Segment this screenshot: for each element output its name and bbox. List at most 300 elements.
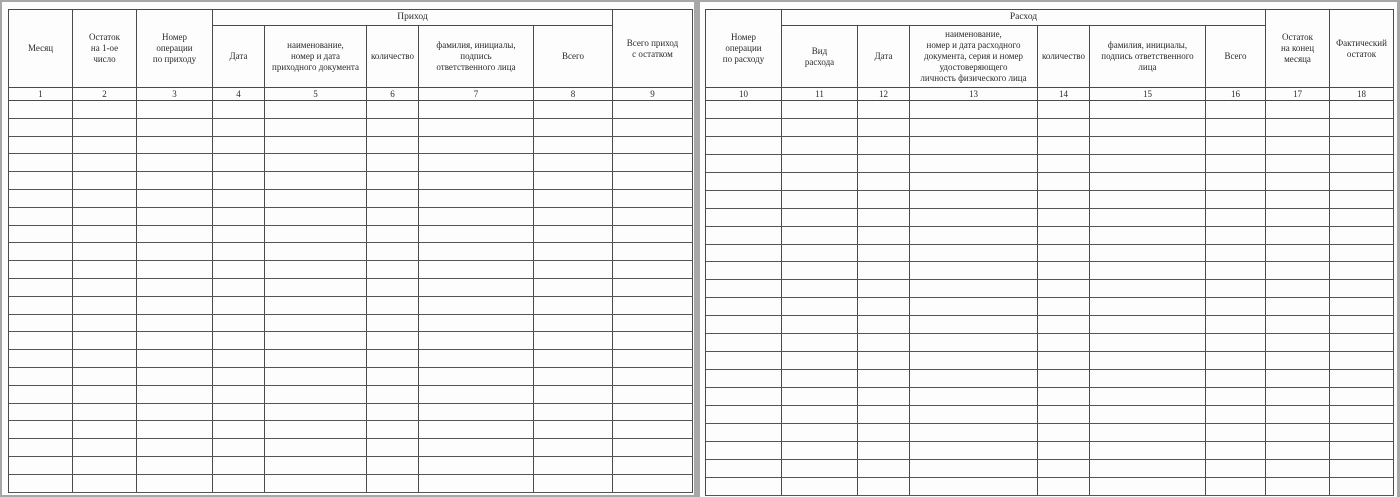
table-cell bbox=[782, 137, 858, 155]
table-cell bbox=[265, 279, 367, 297]
column-number: 8 bbox=[534, 88, 613, 101]
table-cell bbox=[706, 388, 782, 406]
table-cell bbox=[1206, 298, 1266, 316]
table-cell bbox=[1330, 137, 1394, 155]
table-cell bbox=[73, 261, 137, 279]
table-cell bbox=[1266, 424, 1330, 442]
table-row bbox=[9, 101, 693, 119]
table-cell bbox=[706, 101, 782, 119]
table-cell bbox=[782, 442, 858, 460]
column-number: 12 bbox=[858, 88, 910, 101]
table-cell bbox=[419, 439, 534, 457]
table-cell bbox=[367, 475, 419, 493]
table-cell bbox=[1206, 155, 1266, 173]
table-row bbox=[706, 191, 1394, 209]
table-cell bbox=[1330, 316, 1394, 334]
table-cell bbox=[1266, 478, 1330, 496]
table-cell bbox=[1038, 298, 1090, 316]
table-cell bbox=[858, 119, 910, 137]
table-cell bbox=[1330, 173, 1394, 191]
table-cell bbox=[782, 370, 858, 388]
table-cell bbox=[367, 421, 419, 439]
table-cell bbox=[265, 386, 367, 404]
table-cell bbox=[1038, 155, 1090, 173]
table-cell bbox=[1038, 227, 1090, 245]
table-cell bbox=[265, 404, 367, 422]
table-cell bbox=[706, 478, 782, 496]
table-cell bbox=[9, 386, 73, 404]
table-cell bbox=[782, 388, 858, 406]
table-cell bbox=[419, 190, 534, 208]
table-cell bbox=[1330, 119, 1394, 137]
table-cell bbox=[213, 137, 265, 155]
column-number: 15 bbox=[1090, 88, 1206, 101]
table-cell bbox=[419, 101, 534, 119]
table-cell bbox=[910, 245, 1038, 263]
table-row bbox=[9, 208, 693, 226]
table-cell bbox=[367, 457, 419, 475]
table-cell bbox=[613, 137, 693, 155]
table-cell bbox=[858, 245, 910, 263]
table-cell bbox=[910, 155, 1038, 173]
header-expense-group: Расход bbox=[782, 10, 1266, 26]
table-cell bbox=[910, 370, 1038, 388]
table-cell bbox=[910, 352, 1038, 370]
table-cell bbox=[1330, 280, 1394, 298]
table-cell bbox=[73, 119, 137, 137]
expense-column-numbers bbox=[706, 88, 1394, 101]
table-cell bbox=[9, 137, 73, 155]
table-cell bbox=[1038, 209, 1090, 227]
table-cell bbox=[1090, 442, 1206, 460]
table-cell bbox=[419, 154, 534, 172]
table-cell bbox=[367, 172, 419, 190]
table-row bbox=[706, 209, 1394, 227]
table-cell bbox=[137, 332, 213, 350]
table-cell bbox=[1266, 334, 1330, 352]
column-number: 5 bbox=[265, 88, 367, 101]
table-row bbox=[9, 137, 693, 155]
table-cell bbox=[265, 172, 367, 190]
table-cell bbox=[910, 191, 1038, 209]
table-cell bbox=[1038, 137, 1090, 155]
table-cell bbox=[137, 350, 213, 368]
table-cell bbox=[534, 279, 613, 297]
table-cell bbox=[1266, 442, 1330, 460]
table-row bbox=[706, 227, 1394, 245]
table-cell bbox=[419, 208, 534, 226]
table-cell bbox=[613, 226, 693, 244]
table-cell bbox=[613, 243, 693, 261]
table-cell bbox=[1266, 137, 1330, 155]
table-cell bbox=[534, 350, 613, 368]
table-cell bbox=[1090, 173, 1206, 191]
table-cell bbox=[1038, 245, 1090, 263]
table-cell bbox=[213, 101, 265, 119]
table-cell bbox=[858, 352, 910, 370]
table-cell bbox=[910, 209, 1038, 227]
table-cell bbox=[367, 297, 419, 315]
column-number: 16 bbox=[1206, 88, 1266, 101]
table-cell bbox=[858, 155, 910, 173]
table-cell bbox=[419, 261, 534, 279]
table-cell bbox=[213, 315, 265, 333]
table-cell bbox=[265, 332, 367, 350]
table-cell bbox=[1206, 191, 1266, 209]
table-cell bbox=[213, 279, 265, 297]
table-cell bbox=[1330, 334, 1394, 352]
table-cell bbox=[613, 457, 693, 475]
table-cell bbox=[419, 119, 534, 137]
table-cell bbox=[910, 173, 1038, 191]
table-cell bbox=[73, 190, 137, 208]
table-cell bbox=[1330, 424, 1394, 442]
table-cell bbox=[1266, 370, 1330, 388]
table-cell bbox=[367, 404, 419, 422]
table-cell bbox=[1206, 334, 1266, 352]
table-cell bbox=[1266, 209, 1330, 227]
table-cell bbox=[613, 350, 693, 368]
column-number: 7 bbox=[419, 88, 534, 101]
table-cell bbox=[213, 475, 265, 493]
table-cell bbox=[706, 460, 782, 478]
table-row bbox=[706, 424, 1394, 442]
table-row bbox=[706, 406, 1394, 424]
table-cell bbox=[137, 101, 213, 119]
table-cell bbox=[213, 119, 265, 137]
table-cell bbox=[534, 386, 613, 404]
table-cell bbox=[1266, 352, 1330, 370]
table-cell bbox=[73, 297, 137, 315]
table-cell bbox=[1090, 227, 1206, 245]
column-number: 2 bbox=[73, 88, 137, 101]
header-expense-type: Вид расхода bbox=[782, 26, 858, 88]
table-cell bbox=[213, 208, 265, 226]
table-cell bbox=[613, 404, 693, 422]
table-cell bbox=[613, 101, 693, 119]
table-cell bbox=[265, 475, 367, 493]
table-cell bbox=[534, 261, 613, 279]
table-cell bbox=[73, 421, 137, 439]
table-cell bbox=[1038, 173, 1090, 191]
table-cell bbox=[1090, 280, 1206, 298]
header-income-total: Всего bbox=[534, 26, 613, 88]
table-cell bbox=[1266, 262, 1330, 280]
table-cell bbox=[1330, 442, 1394, 460]
table-cell bbox=[213, 421, 265, 439]
table-cell bbox=[706, 406, 782, 424]
table-cell bbox=[265, 350, 367, 368]
table-cell bbox=[9, 350, 73, 368]
table-cell bbox=[265, 297, 367, 315]
table-cell bbox=[9, 404, 73, 422]
table-cell bbox=[1206, 245, 1266, 263]
table-cell bbox=[782, 209, 858, 227]
table-cell bbox=[1206, 370, 1266, 388]
header-income-operation-number: Номер операции по приходу bbox=[137, 10, 213, 88]
table-row bbox=[9, 404, 693, 422]
table-cell bbox=[858, 424, 910, 442]
table-cell bbox=[706, 370, 782, 388]
table-cell bbox=[419, 279, 534, 297]
table-cell bbox=[706, 137, 782, 155]
table-cell bbox=[1090, 245, 1206, 263]
table-cell bbox=[858, 316, 910, 334]
table-cell bbox=[9, 439, 73, 457]
table-cell bbox=[706, 316, 782, 334]
table-cell bbox=[137, 368, 213, 386]
table-cell bbox=[1090, 370, 1206, 388]
table-cell bbox=[613, 315, 693, 333]
table-cell bbox=[706, 245, 782, 263]
table-cell bbox=[1206, 262, 1266, 280]
table-cell bbox=[1038, 280, 1090, 298]
table-cell bbox=[706, 262, 782, 280]
table-cell bbox=[910, 388, 1038, 406]
table-cell bbox=[419, 457, 534, 475]
table-cell bbox=[1206, 460, 1266, 478]
table-cell bbox=[1090, 298, 1206, 316]
table-row bbox=[9, 475, 693, 493]
table-cell bbox=[782, 227, 858, 245]
table-cell bbox=[613, 475, 693, 493]
table-cell bbox=[73, 226, 137, 244]
table-cell bbox=[367, 243, 419, 261]
table-cell bbox=[1330, 209, 1394, 227]
table-cell bbox=[1266, 155, 1330, 173]
table-cell bbox=[367, 350, 419, 368]
table-cell bbox=[213, 261, 265, 279]
table-cell bbox=[706, 424, 782, 442]
table-cell bbox=[1090, 478, 1206, 496]
table-cell bbox=[73, 208, 137, 226]
header-expense-responsible: фамилия, инициалы, подпись ответственного лица bbox=[1090, 26, 1206, 88]
table-cell bbox=[213, 172, 265, 190]
income-table bbox=[8, 9, 693, 493]
table-cell bbox=[367, 190, 419, 208]
table-cell bbox=[1090, 209, 1206, 227]
expense-table-header bbox=[706, 10, 1394, 88]
income-column-numbers bbox=[9, 88, 693, 101]
table-row bbox=[706, 388, 1394, 406]
table-cell bbox=[1206, 424, 1266, 442]
table-cell bbox=[534, 190, 613, 208]
table-cell bbox=[534, 457, 613, 475]
table-cell bbox=[534, 332, 613, 350]
table-cell bbox=[706, 155, 782, 173]
table-row bbox=[706, 155, 1394, 173]
table-cell bbox=[419, 315, 534, 333]
table-cell bbox=[1206, 173, 1266, 191]
table-cell bbox=[419, 404, 534, 422]
table-cell bbox=[137, 190, 213, 208]
table-cell bbox=[1038, 370, 1090, 388]
table-cell bbox=[73, 243, 137, 261]
table-cell bbox=[1090, 119, 1206, 137]
table-cell bbox=[213, 404, 265, 422]
table-cell bbox=[213, 332, 265, 350]
table-cell bbox=[910, 460, 1038, 478]
table-cell bbox=[858, 227, 910, 245]
header-total-with-balance: Всего приход с остатком bbox=[613, 10, 693, 88]
table-cell bbox=[9, 119, 73, 137]
table-cell bbox=[1038, 388, 1090, 406]
table-cell bbox=[1206, 137, 1266, 155]
table-cell bbox=[534, 208, 613, 226]
table-cell bbox=[1038, 101, 1090, 119]
table-cell bbox=[534, 172, 613, 190]
table-cell bbox=[782, 245, 858, 263]
header-income-date: Дата bbox=[213, 26, 265, 88]
header-closing-balance: Остаток на конец месяца bbox=[1266, 10, 1330, 88]
income-table-header bbox=[9, 10, 693, 88]
table-cell bbox=[1330, 191, 1394, 209]
table-cell bbox=[706, 191, 782, 209]
table-row bbox=[706, 101, 1394, 119]
table-cell bbox=[419, 137, 534, 155]
table-cell bbox=[534, 368, 613, 386]
table-cell bbox=[1038, 352, 1090, 370]
table-cell bbox=[9, 101, 73, 119]
table-cell bbox=[1038, 191, 1090, 209]
table-cell bbox=[367, 226, 419, 244]
table-cell bbox=[782, 119, 858, 137]
table-row bbox=[706, 334, 1394, 352]
table-cell bbox=[1206, 119, 1266, 137]
table-cell bbox=[1330, 406, 1394, 424]
table-cell bbox=[534, 243, 613, 261]
column-number: 18 bbox=[1330, 88, 1394, 101]
table-cell bbox=[1330, 298, 1394, 316]
table-cell bbox=[419, 172, 534, 190]
table-cell bbox=[534, 137, 613, 155]
table-cell bbox=[858, 101, 910, 119]
table-cell bbox=[1330, 101, 1394, 119]
income-page bbox=[2, 2, 694, 495]
table-cell bbox=[706, 352, 782, 370]
table-cell bbox=[73, 475, 137, 493]
table-cell bbox=[782, 478, 858, 496]
table-cell bbox=[137, 226, 213, 244]
table-cell bbox=[1090, 137, 1206, 155]
table-cell bbox=[613, 154, 693, 172]
table-row bbox=[706, 298, 1394, 316]
table-cell bbox=[1266, 227, 1330, 245]
table-cell bbox=[1206, 227, 1266, 245]
table-cell bbox=[1266, 406, 1330, 424]
table-row bbox=[9, 279, 693, 297]
table-cell bbox=[706, 298, 782, 316]
table-cell bbox=[1266, 280, 1330, 298]
table-cell bbox=[706, 442, 782, 460]
table-cell bbox=[858, 173, 910, 191]
table-cell bbox=[910, 334, 1038, 352]
column-number: 11 bbox=[782, 88, 858, 101]
table-cell bbox=[73, 350, 137, 368]
table-cell bbox=[858, 280, 910, 298]
table-cell bbox=[1090, 388, 1206, 406]
table-cell bbox=[9, 315, 73, 333]
table-cell bbox=[367, 208, 419, 226]
table-cell bbox=[534, 154, 613, 172]
table-cell bbox=[858, 209, 910, 227]
table-cell bbox=[265, 261, 367, 279]
table-cell bbox=[419, 226, 534, 244]
table-cell bbox=[782, 406, 858, 424]
table-cell bbox=[910, 137, 1038, 155]
table-cell bbox=[706, 227, 782, 245]
table-cell bbox=[367, 368, 419, 386]
table-cell bbox=[782, 191, 858, 209]
table-cell bbox=[613, 261, 693, 279]
header-income-group: Приход bbox=[213, 10, 613, 26]
column-number: 13 bbox=[910, 88, 1038, 101]
table-cell bbox=[1330, 352, 1394, 370]
table-cell bbox=[265, 190, 367, 208]
table-cell bbox=[534, 475, 613, 493]
table-cell bbox=[706, 334, 782, 352]
table-cell bbox=[1038, 406, 1090, 424]
table-cell bbox=[1038, 262, 1090, 280]
header-actual-balance: Фактический остаток bbox=[1330, 10, 1394, 88]
table-cell bbox=[1038, 478, 1090, 496]
table-cell bbox=[213, 243, 265, 261]
table-cell bbox=[9, 475, 73, 493]
table-cell bbox=[534, 101, 613, 119]
table-cell bbox=[419, 332, 534, 350]
table-cell bbox=[1038, 119, 1090, 137]
table-cell bbox=[1266, 298, 1330, 316]
header-opening-balance: Остаток на 1-ое число bbox=[73, 10, 137, 88]
table-cell bbox=[1090, 101, 1206, 119]
table-cell bbox=[782, 173, 858, 191]
table-cell bbox=[858, 298, 910, 316]
table-row bbox=[9, 154, 693, 172]
table-cell bbox=[265, 226, 367, 244]
table-row bbox=[706, 262, 1394, 280]
table-cell bbox=[213, 439, 265, 457]
table-cell bbox=[910, 406, 1038, 424]
table-cell bbox=[9, 261, 73, 279]
table-cell bbox=[419, 297, 534, 315]
table-cell bbox=[73, 332, 137, 350]
table-cell bbox=[265, 154, 367, 172]
table-cell bbox=[1090, 406, 1206, 424]
table-cell bbox=[613, 332, 693, 350]
table-cell bbox=[137, 261, 213, 279]
table-cell bbox=[419, 475, 534, 493]
table-row bbox=[9, 350, 693, 368]
header-income-responsible: фамилия, инициалы, подпись ответственного лица bbox=[419, 26, 534, 88]
table-row bbox=[9, 315, 693, 333]
table-cell bbox=[1090, 316, 1206, 334]
income-table-body bbox=[9, 101, 693, 493]
table-cell bbox=[1266, 460, 1330, 478]
table-cell bbox=[1330, 262, 1394, 280]
table-cell bbox=[782, 316, 858, 334]
table-cell bbox=[367, 261, 419, 279]
table-cell bbox=[213, 350, 265, 368]
table-cell bbox=[73, 101, 137, 119]
table-row bbox=[706, 245, 1394, 263]
table-cell bbox=[910, 119, 1038, 137]
table-cell bbox=[534, 226, 613, 244]
table-cell bbox=[9, 208, 73, 226]
table-cell bbox=[534, 404, 613, 422]
table-cell bbox=[265, 101, 367, 119]
table-cell bbox=[1266, 245, 1330, 263]
table-cell bbox=[9, 226, 73, 244]
